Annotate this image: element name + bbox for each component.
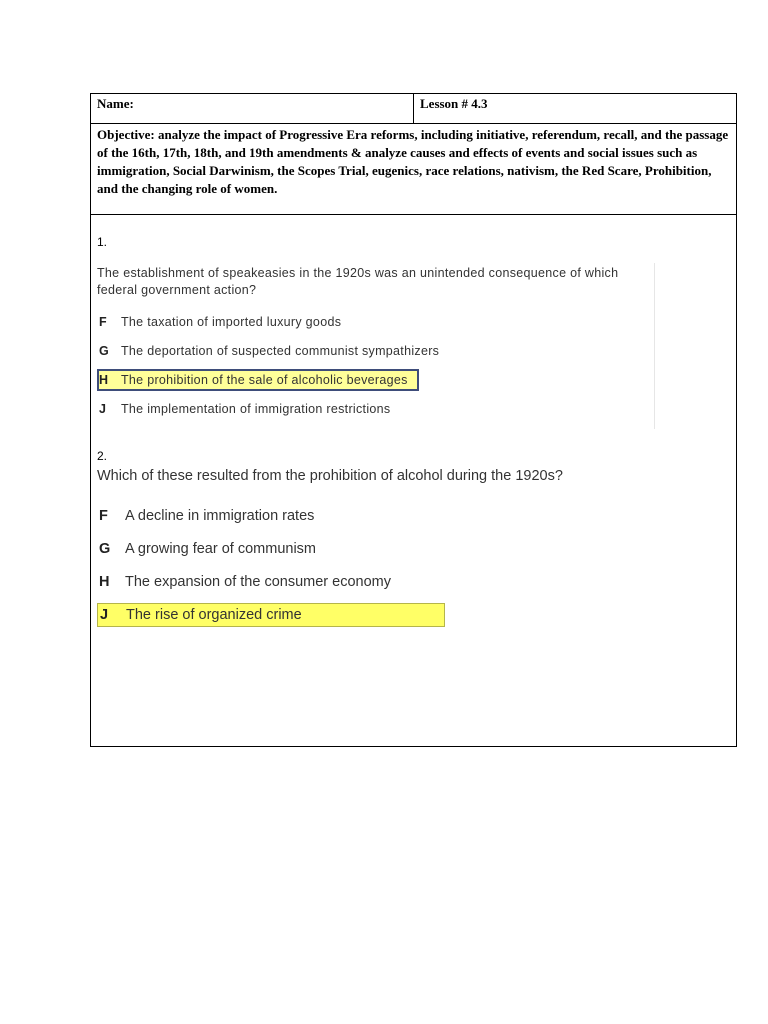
option-letter: J	[99, 402, 107, 416]
question-1-stem-line-2: federal government action?	[97, 283, 257, 297]
question-2-option-j-highlighted	[97, 603, 445, 627]
question-2	[97, 467, 657, 636]
question-2-number: 2.	[97, 449, 108, 463]
option-text: The taxation of imported luxury goods	[121, 315, 342, 329]
question-1-stem-line-1: The establishment of speakeasies in the 1920s was an unintended consequence of which	[97, 266, 619, 280]
option-text: The deportation of suspected communist sympathizers	[121, 344, 440, 358]
question-2-stem: Which of these resulted from the prohibition of alcohol during the 1920s?	[97, 468, 563, 484]
question-1	[97, 265, 657, 427]
question-2-option-h	[97, 570, 657, 594]
option-letter: H	[99, 373, 109, 387]
question-1-option-h-highlighted	[97, 369, 419, 391]
option-letter: J	[100, 607, 109, 623]
worksheet-table	[90, 93, 737, 747]
objective-text: Objective: analyze the impact of Progressive Era reforms, including initiative, referendum, recall, and the passage of the 16th, 17th, 18th, and 19th amendments & analyze causes and effects of events and social issues such as immigration, Social Darwinism, the Scopes Trial, eugenics, race relations, nativism, the Red Scare, Prohibition, and the changing role of women.	[91, 124, 736, 215]
lesson-number: Lesson # 4.3	[420, 96, 488, 111]
header-row	[91, 94, 736, 124]
question-2-option-g	[97, 537, 657, 561]
question-1-option-j	[97, 398, 657, 420]
question-1-stem	[97, 265, 657, 299]
question-1-number: 1.	[97, 235, 108, 249]
question-1-option-g	[97, 340, 657, 362]
option-text: The rise of organized crime	[126, 607, 302, 623]
option-letter: H	[99, 574, 110, 590]
option-letter: F	[99, 315, 107, 329]
option-text: The expansion of the consumer economy	[125, 574, 391, 590]
option-letter: G	[99, 344, 110, 358]
question-2-option-f	[97, 504, 657, 528]
option-text: The implementation of immigration restrictions	[121, 402, 391, 416]
option-text: The prohibition of the sale of alcoholic beverages	[121, 373, 408, 387]
option-letter: F	[99, 508, 108, 524]
question-1-option-f	[97, 311, 657, 333]
name-field-label: Name:	[91, 94, 414, 123]
option-letter: G	[99, 541, 111, 557]
option-text: A decline in immigration rates	[125, 508, 315, 524]
option-text: A growing fear of communism	[125, 541, 316, 557]
